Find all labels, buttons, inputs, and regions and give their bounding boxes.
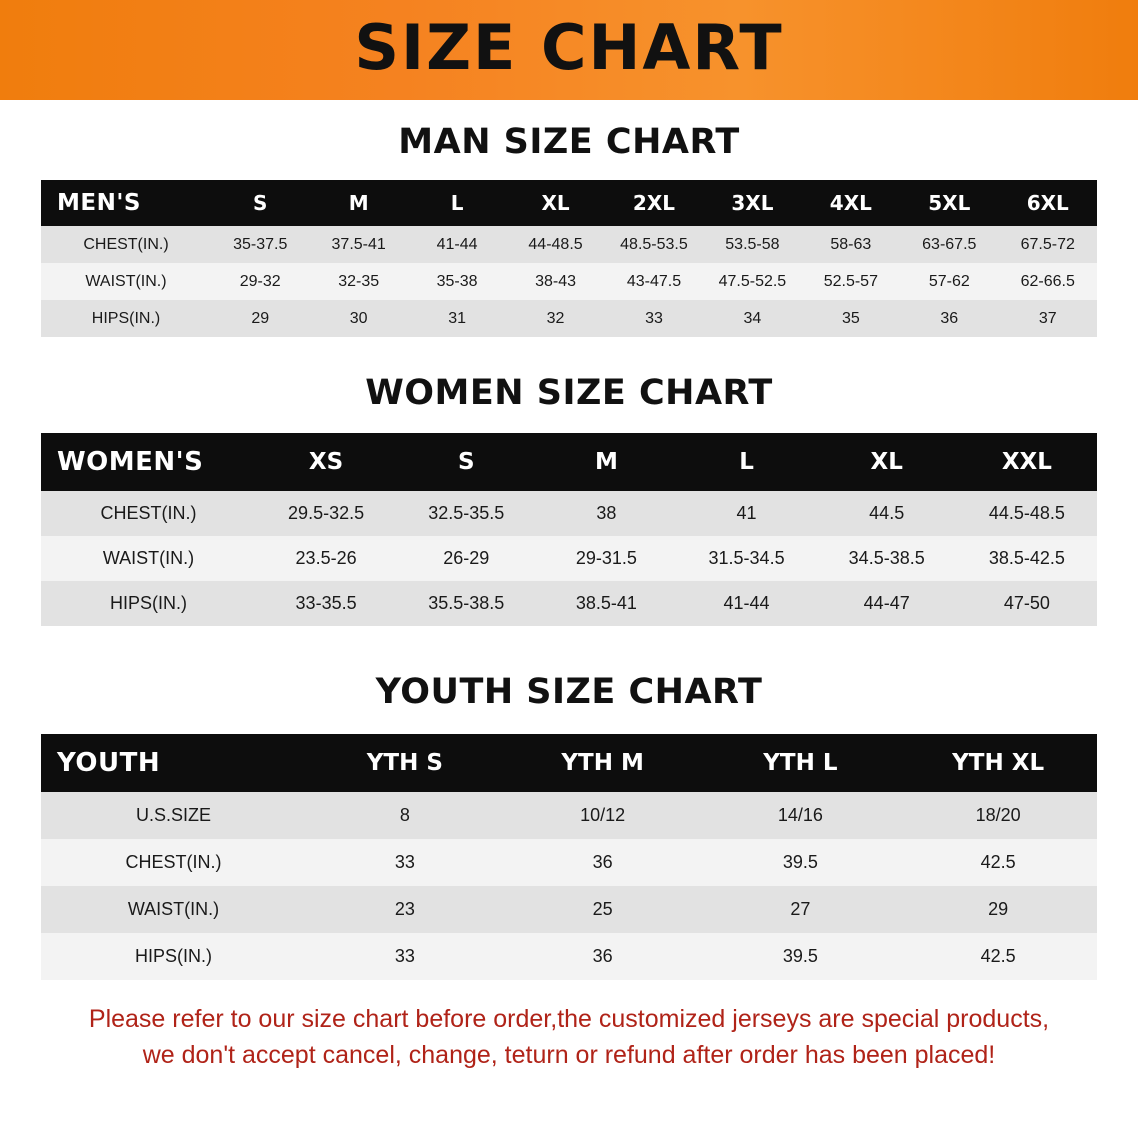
cell: 39.5 bbox=[702, 839, 900, 886]
men-size-table-wrapper bbox=[41, 180, 1097, 337]
column-header: 2XL bbox=[605, 180, 703, 226]
cell: 34 bbox=[703, 300, 801, 337]
cell: 44-48.5 bbox=[506, 226, 604, 263]
cell: 14/16 bbox=[702, 792, 900, 839]
page-title: SIZE CHART bbox=[354, 11, 784, 84]
column-header: XL bbox=[506, 180, 604, 226]
column-header: M bbox=[309, 180, 407, 226]
table-header-row bbox=[41, 433, 1097, 491]
row-label: WAIST(IN.) bbox=[41, 263, 211, 300]
cell: 29-31.5 bbox=[536, 536, 676, 581]
column-header: L bbox=[676, 433, 816, 491]
cell: 42.5 bbox=[899, 839, 1097, 886]
column-header: XS bbox=[256, 433, 396, 491]
cell: 32-35 bbox=[309, 263, 407, 300]
cell: 23 bbox=[306, 886, 504, 933]
table-row bbox=[41, 933, 1097, 980]
cell: 38-43 bbox=[506, 263, 604, 300]
table-row bbox=[41, 792, 1097, 839]
disclaimer-note bbox=[39, 1002, 1099, 1073]
column-header: YOUTH bbox=[41, 734, 306, 792]
cell: 67.5-72 bbox=[999, 226, 1098, 263]
banner bbox=[0, 0, 1138, 100]
row-label: CHEST(IN.) bbox=[41, 491, 256, 536]
cell: 31 bbox=[408, 300, 506, 337]
youth-size-table bbox=[41, 734, 1097, 980]
table-row bbox=[41, 491, 1097, 536]
cell: 62-66.5 bbox=[999, 263, 1098, 300]
table-row bbox=[41, 581, 1097, 626]
row-label: HIPS(IN.) bbox=[41, 300, 211, 337]
cell: 38.5-41 bbox=[536, 581, 676, 626]
cell: 27 bbox=[702, 886, 900, 933]
row-label: U.S.SIZE bbox=[41, 792, 306, 839]
cell: 47-50 bbox=[957, 581, 1097, 626]
cell: 57-62 bbox=[900, 263, 998, 300]
cell: 33 bbox=[306, 839, 504, 886]
row-label: CHEST(IN.) bbox=[41, 839, 306, 886]
women-section-heading: WOMEN SIZE CHART bbox=[365, 373, 773, 413]
cell: 36 bbox=[900, 300, 998, 337]
row-label: CHEST(IN.) bbox=[41, 226, 211, 263]
column-header: XXL bbox=[957, 433, 1097, 491]
cell: 48.5-53.5 bbox=[605, 226, 703, 263]
column-header: 4XL bbox=[802, 180, 900, 226]
cell: 33 bbox=[306, 933, 504, 980]
cell: 35-37.5 bbox=[211, 226, 309, 263]
disclaimer-line-2: we don't accept cancel, change, teturn or refund after order has been placed! bbox=[142, 1040, 996, 1069]
cell: 38 bbox=[536, 491, 676, 536]
cell: 36 bbox=[504, 839, 702, 886]
cell: 29 bbox=[899, 886, 1097, 933]
cell: 26-29 bbox=[396, 536, 536, 581]
column-header: YTH M bbox=[504, 734, 702, 792]
cell: 33 bbox=[605, 300, 703, 337]
table-row bbox=[41, 839, 1097, 886]
cell: 41 bbox=[676, 491, 816, 536]
table-row bbox=[41, 263, 1097, 300]
column-header: L bbox=[408, 180, 506, 226]
cell: 10/12 bbox=[504, 792, 702, 839]
cell: 63-67.5 bbox=[900, 226, 998, 263]
cell: 44.5 bbox=[817, 491, 957, 536]
cell: 53.5-58 bbox=[703, 226, 801, 263]
women-size-table-wrapper bbox=[41, 433, 1097, 626]
cell: 29 bbox=[211, 300, 309, 337]
cell: 23.5-26 bbox=[256, 536, 396, 581]
cell: 43-47.5 bbox=[605, 263, 703, 300]
column-header: 5XL bbox=[900, 180, 998, 226]
cell: 44-47 bbox=[817, 581, 957, 626]
disclaimer-line-1: Please refer to our size chart before order,the customized jerseys are special products, bbox=[88, 1005, 1050, 1033]
row-label: HIPS(IN.) bbox=[41, 581, 256, 626]
cell: 25 bbox=[504, 886, 702, 933]
column-header: S bbox=[211, 180, 309, 226]
cell: 29.5-32.5 bbox=[256, 491, 396, 536]
table-header-row bbox=[41, 734, 1097, 792]
youth-size-table-wrapper bbox=[41, 734, 1097, 980]
table-row bbox=[41, 226, 1097, 263]
cell: 33-35.5 bbox=[256, 581, 396, 626]
column-header: 6XL bbox=[999, 180, 1098, 226]
cell: 34.5-38.5 bbox=[817, 536, 957, 581]
cell: 32.5-35.5 bbox=[396, 491, 536, 536]
row-label: WAIST(IN.) bbox=[41, 886, 306, 933]
column-header: 3XL bbox=[703, 180, 801, 226]
cell: 39.5 bbox=[702, 933, 900, 980]
women-size-table bbox=[41, 433, 1097, 626]
cell: 44.5-48.5 bbox=[957, 491, 1097, 536]
column-header: WOMEN'S bbox=[41, 433, 256, 491]
cell: 31.5-34.5 bbox=[676, 536, 816, 581]
column-header: S bbox=[396, 433, 536, 491]
cell: 37.5-41 bbox=[309, 226, 407, 263]
cell: 30 bbox=[309, 300, 407, 337]
column-header: M bbox=[536, 433, 676, 491]
column-header: YTH L bbox=[702, 734, 900, 792]
cell: 47.5-52.5 bbox=[703, 263, 801, 300]
men-section-heading: MAN SIZE CHART bbox=[398, 122, 740, 162]
cell: 41-44 bbox=[676, 581, 816, 626]
cell: 37 bbox=[999, 300, 1098, 337]
youth-section-heading: YOUTH SIZE CHART bbox=[375, 672, 763, 712]
cell: 41-44 bbox=[408, 226, 506, 263]
cell: 29-32 bbox=[211, 263, 309, 300]
men-size-table bbox=[41, 180, 1097, 337]
cell: 18/20 bbox=[899, 792, 1097, 839]
cell: 32 bbox=[506, 300, 604, 337]
column-header: YTH S bbox=[306, 734, 504, 792]
cell: 52.5-57 bbox=[802, 263, 900, 300]
column-header: XL bbox=[817, 433, 957, 491]
table-header-row bbox=[41, 180, 1097, 226]
cell: 35-38 bbox=[408, 263, 506, 300]
cell: 8 bbox=[306, 792, 504, 839]
table-row bbox=[41, 536, 1097, 581]
table-row bbox=[41, 886, 1097, 933]
column-header: MEN'S bbox=[41, 180, 211, 226]
cell: 35.5-38.5 bbox=[396, 581, 536, 626]
cell: 42.5 bbox=[899, 933, 1097, 980]
row-label: WAIST(IN.) bbox=[41, 536, 256, 581]
cell: 58-63 bbox=[802, 226, 900, 263]
row-label: HIPS(IN.) bbox=[41, 933, 306, 980]
cell: 38.5-42.5 bbox=[957, 536, 1097, 581]
cell: 35 bbox=[802, 300, 900, 337]
table-row bbox=[41, 300, 1097, 337]
column-header: YTH XL bbox=[899, 734, 1097, 792]
cell: 36 bbox=[504, 933, 702, 980]
